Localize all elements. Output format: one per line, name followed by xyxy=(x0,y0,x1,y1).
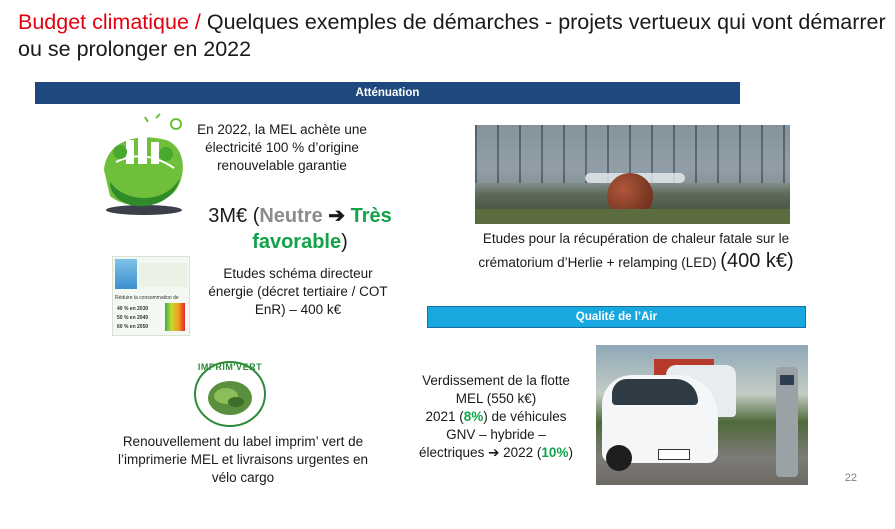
slide-title xyxy=(18,9,888,63)
fleet-line4: GNV – hybride – xyxy=(446,427,546,442)
crematorium-photo xyxy=(475,125,790,224)
fleet-line2: MEL (550 k€) xyxy=(455,391,537,406)
heat-recovery-line1: Etudes pour la récupération de chaleur fatale sur le xyxy=(482,231,790,246)
thumbnail-target-2: 50 % en 2040 xyxy=(117,315,149,321)
thumbnail-caption: Réduire la consommation de xyxy=(115,295,179,301)
electricity-amount: 3M€ xyxy=(208,205,248,227)
fleet-line3 xyxy=(398,408,594,426)
impact-favorable: Très favorable xyxy=(252,205,392,253)
section-bar-air-quality: Qualité de l’Air xyxy=(427,306,806,328)
fleet-text xyxy=(398,372,594,462)
heat-recovery-line2 xyxy=(438,248,834,274)
impact-neutral: Neutre xyxy=(259,205,323,227)
fleet-line3-a: 2021 ( xyxy=(425,409,464,424)
electricity-text: En 2022, la MEL achète une électricité 100 % d’origine renouvelable garantie xyxy=(197,122,367,173)
energy-schema-thumbnail xyxy=(112,256,190,336)
car-windshield xyxy=(612,379,698,405)
thumbnail-target-3: 60 % en 2050 xyxy=(117,324,149,330)
fleet-line5 xyxy=(398,444,594,462)
title-prefix: Budget climatique / xyxy=(18,10,207,34)
license-plate xyxy=(658,449,690,460)
fleet-pct-2022: 10% xyxy=(541,445,569,460)
paren-open: ( xyxy=(247,205,260,227)
arrow-icon: ➔ xyxy=(322,205,351,227)
imprim-vert-logo xyxy=(192,360,268,428)
title-rest: Quelques exemples de démarches - projets vertueux qui vont démarrer ou se prolonger en 2022 xyxy=(18,10,886,61)
electric-vehicle-photo xyxy=(596,345,808,485)
fleet-line5-b: ) xyxy=(568,445,573,460)
energy-label-icon xyxy=(165,303,185,331)
thumbnail-target-1: 40 % en 2030 xyxy=(117,306,149,312)
fleet-pct-2021: 8% xyxy=(463,409,484,424)
thumbnail-header xyxy=(139,263,187,287)
section-bar-attenuation: Atténuation xyxy=(35,82,740,104)
paren-close: ) xyxy=(341,231,348,253)
fleet-line5-a: électriques ➔ 2022 ( xyxy=(419,445,542,460)
lawn xyxy=(475,209,790,224)
fleet-line3-b: ) de véhicules xyxy=(483,409,567,424)
car-wheel xyxy=(606,445,632,471)
heat-recovery-text: crématorium d’Herlie + relamping (LED) xyxy=(478,255,721,270)
building-icon xyxy=(115,259,137,289)
label-text: Renouvellement du label imprim’ vert de l’imprimerie MEL et livraisons urgentes en vélo cargo xyxy=(117,434,369,485)
logo-text: IMPRIM'VERT xyxy=(197,362,263,372)
thumbnail-targets xyxy=(117,305,161,332)
page-number: 22 xyxy=(844,472,857,484)
charger-screen xyxy=(780,375,794,385)
electricity-amount-line xyxy=(170,203,430,255)
heat-recovery-amount: (400 k€) xyxy=(720,250,794,272)
schema-text: Etudes schéma directeur énergie (décret tertiaire / COT EnR) – 400 k€ xyxy=(208,266,388,317)
fleet-line1: Verdissement de la flotte xyxy=(422,373,570,388)
eco-city-illustration xyxy=(96,112,192,216)
